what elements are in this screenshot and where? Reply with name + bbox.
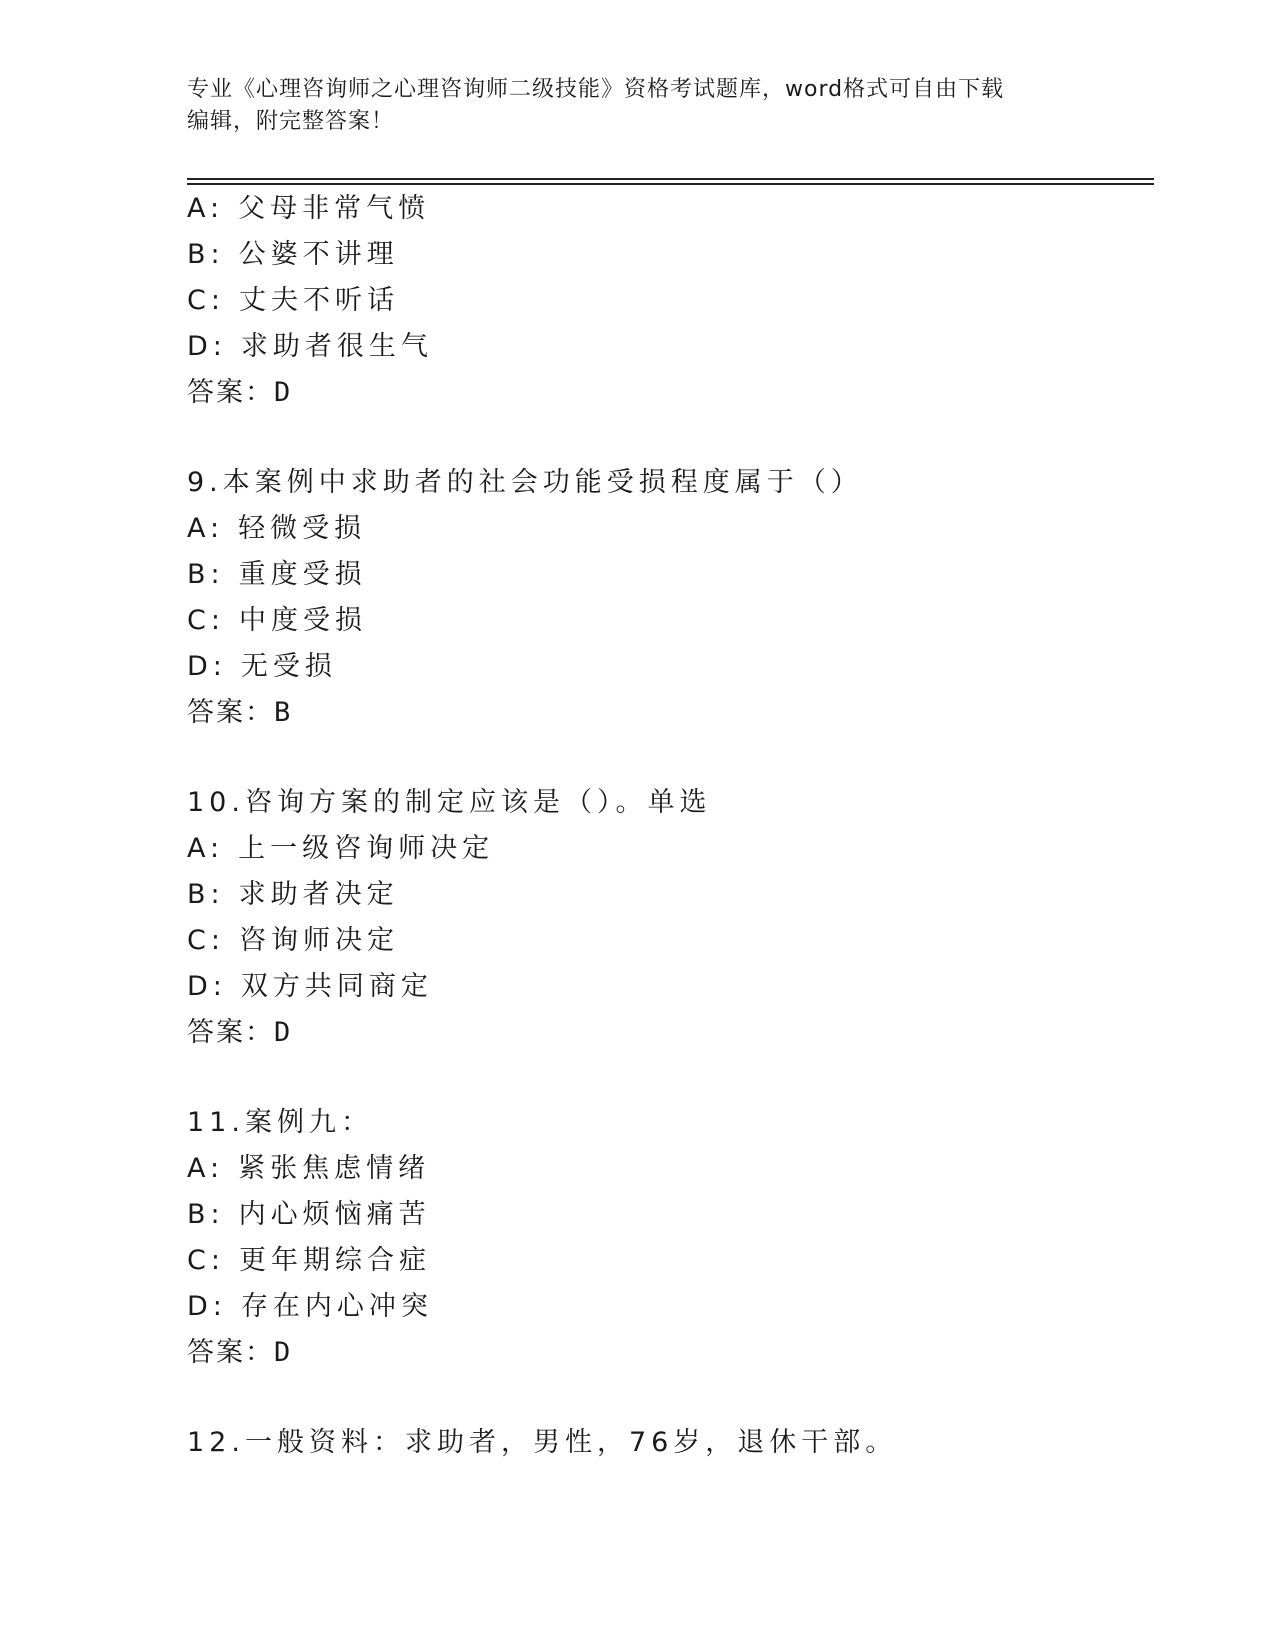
option-letter: A: xyxy=(187,1153,225,1184)
option-letter: B: xyxy=(187,559,225,590)
option-text: 咨询师决定 xyxy=(238,925,399,956)
option-c xyxy=(187,918,1147,964)
answer-line xyxy=(187,1010,1147,1056)
option-text: 求助者很生气 xyxy=(240,331,433,362)
option-text: 上一级咨询师决定 xyxy=(238,833,495,864)
option-text: 内心烦恼痛苦 xyxy=(238,1199,431,1230)
option-text: 公婆不讲理 xyxy=(238,239,399,270)
option-c xyxy=(187,278,1147,324)
answer-line xyxy=(187,690,1147,736)
header-divider-bottom xyxy=(187,183,1154,185)
option-letter: B: xyxy=(187,1199,225,1230)
answer-value: D xyxy=(274,377,293,408)
option-text: 更年期综合症 xyxy=(238,1245,431,1276)
question-text: 11.案例九： xyxy=(187,1107,373,1138)
option-letter: C: xyxy=(187,1245,225,1276)
option-b xyxy=(187,232,1147,278)
option-text: 丈夫不听话 xyxy=(238,285,399,316)
option-d xyxy=(187,1284,1147,1330)
question-block xyxy=(187,460,1147,736)
option-text: 无受损 xyxy=(240,651,337,682)
answer-value: D xyxy=(274,1017,293,1048)
option-letter: C: xyxy=(187,285,225,316)
header-line-2: 编辑，附完整答案！ xyxy=(187,109,395,134)
answer-line xyxy=(187,370,1147,416)
option-letter: A: xyxy=(187,193,225,224)
option-a xyxy=(187,506,1147,552)
option-d xyxy=(187,324,1147,370)
question-block xyxy=(187,1100,1147,1376)
option-a xyxy=(187,186,1147,232)
option-c xyxy=(187,1238,1147,1284)
header-divider-top xyxy=(187,178,1154,180)
option-text: 双方共同商定 xyxy=(240,971,433,1002)
document-header xyxy=(187,74,1067,138)
option-d xyxy=(187,964,1147,1010)
question-block xyxy=(187,780,1147,1056)
option-letter: A: xyxy=(187,513,225,544)
answer-label: 答案： xyxy=(187,1017,274,1048)
option-text: 轻微受损 xyxy=(238,513,367,544)
question-text: 12.一般资料：求助者，男性，76岁，退休干部。 xyxy=(187,1427,898,1458)
question-block xyxy=(187,1420,1147,1466)
option-letter: C: xyxy=(187,925,225,956)
option-b xyxy=(187,1192,1147,1238)
option-letter: D: xyxy=(187,651,227,682)
option-a xyxy=(187,1146,1147,1192)
option-text: 重度受损 xyxy=(238,559,367,590)
option-letter: D: xyxy=(187,971,227,1002)
option-b xyxy=(187,872,1147,918)
option-text: 中度受损 xyxy=(238,605,367,636)
option-letter: A: xyxy=(187,833,225,864)
answer-label: 答案： xyxy=(187,1337,274,1368)
option-letter: B: xyxy=(187,239,225,270)
question-block xyxy=(187,186,1147,416)
option-letter: C: xyxy=(187,605,225,636)
option-text: 存在内心冲突 xyxy=(240,1291,433,1322)
answer-label: 答案： xyxy=(187,697,274,728)
question-text: 10.咨询方案的制定应该是（）。单选 xyxy=(187,787,712,818)
option-text: 紧张焦虑情绪 xyxy=(238,1153,431,1184)
option-text: 父母非常气愤 xyxy=(238,193,431,224)
answer-label: 答案： xyxy=(187,377,274,408)
header-line-1: 专业《心理咨询师之心理咨询师二级技能》资格考试题库，word格式可自由下载 xyxy=(187,77,1005,102)
question-list xyxy=(187,186,1147,1466)
option-letter: B: xyxy=(187,879,225,910)
option-d xyxy=(187,644,1147,690)
option-c xyxy=(187,598,1147,644)
option-a xyxy=(187,826,1147,872)
option-letter: D: xyxy=(187,331,227,362)
answer-value: D xyxy=(274,1337,293,1368)
option-text: 求助者决定 xyxy=(238,879,399,910)
option-letter: D: xyxy=(187,1291,227,1322)
answer-value: B xyxy=(274,697,293,728)
option-b xyxy=(187,552,1147,598)
question-text: 9.本案例中求助者的社会功能受损程度属于（） xyxy=(187,467,863,498)
answer-line xyxy=(187,1330,1147,1376)
